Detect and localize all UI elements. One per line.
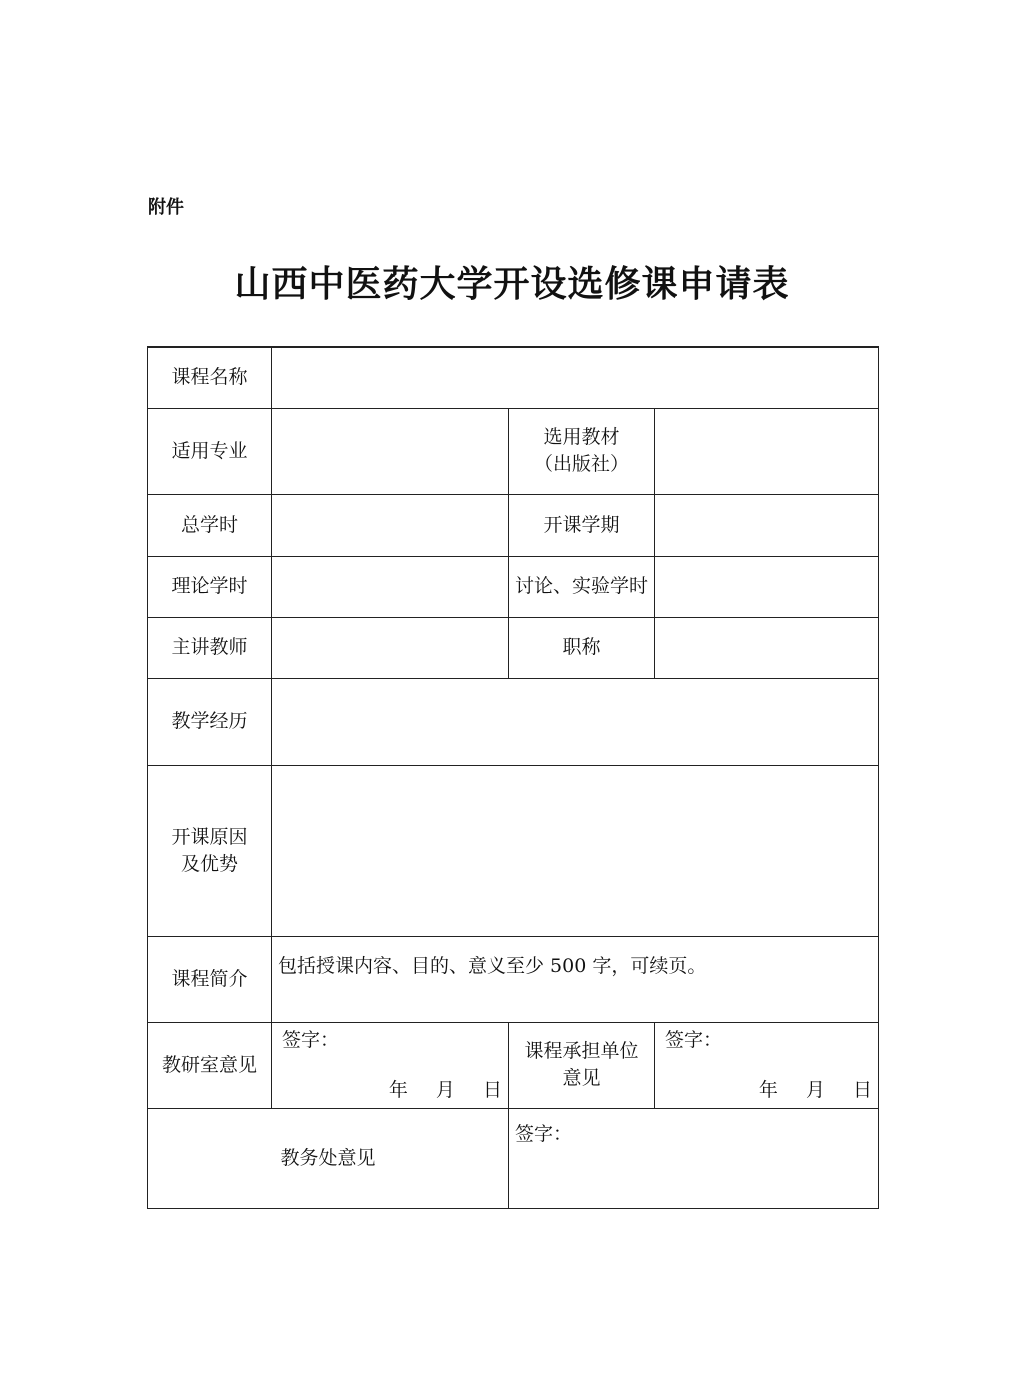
row-hours-semester (148, 494, 879, 556)
page-title: 山西中医药大学开设选修课申请表 (234, 263, 790, 305)
title-rank-label: 职称 (509, 617, 655, 678)
signature-label: 签字： (665, 1028, 723, 1051)
date-day: 日 (853, 1078, 873, 1101)
teaching-experience-field[interactable] (272, 678, 879, 765)
textbook-label-line1: 选用教材 (543, 426, 620, 448)
lecturer-field[interactable] (272, 617, 509, 678)
teaching-office-opinion-label: 教研室意见 (148, 1022, 272, 1108)
date-month: 月 (435, 1078, 455, 1101)
signature-label: 签字： (282, 1028, 340, 1051)
textbook-label-line2: （出版社） (533, 453, 629, 475)
discussion-lab-hours-field[interactable] (655, 556, 879, 617)
theory-hours-field[interactable] (272, 556, 509, 617)
applicable-major-field[interactable] (272, 408, 509, 494)
teaching-office-signature-cell[interactable] (272, 1022, 509, 1108)
date-month: 月 (805, 1078, 825, 1101)
title-rank-field[interactable] (655, 617, 879, 678)
row-major-textbook (148, 408, 879, 494)
textbook-field[interactable] (655, 408, 879, 494)
total-hours-field[interactable] (272, 494, 509, 556)
row-theory-lab-hours (148, 556, 879, 617)
reason-label-line1: 开课原因 (171, 825, 248, 848)
undertaking-unit-signature-cell[interactable] (655, 1022, 879, 1108)
row-course-intro (148, 936, 879, 1022)
date-day: 日 (482, 1078, 502, 1101)
semester-label: 开课学期 (509, 494, 655, 556)
row-academic-affairs (148, 1108, 879, 1208)
signature-label: 签字： (515, 1122, 573, 1145)
intro-field[interactable] (272, 936, 879, 1022)
course-name-field[interactable] (272, 347, 879, 408)
row-lecturer (148, 617, 879, 678)
undertaking-unit-label-line1: 课程承担单位 (524, 1040, 639, 1062)
attachment-label: 附件 (148, 197, 184, 218)
row-opinions (148, 1022, 879, 1108)
total-hours-label: 总学时 (148, 494, 272, 556)
textbook-label (509, 408, 655, 494)
row-course-name (148, 347, 879, 408)
academic-affairs-opinion-label: 教务处意见 (148, 1108, 509, 1208)
date-line (759, 1077, 872, 1104)
teaching-experience-label: 教学经历 (148, 678, 272, 765)
row-reason (148, 765, 879, 936)
row-teaching-experience (148, 678, 879, 765)
application-form-table (147, 346, 879, 1209)
course-name-label: 课程名称 (148, 347, 272, 408)
date-year: 年 (388, 1078, 408, 1101)
semester-field[interactable] (655, 494, 879, 556)
undertaking-unit-label (509, 1022, 655, 1108)
academic-affairs-signature-cell[interactable] (509, 1108, 879, 1208)
intro-label: 课程简介 (148, 936, 272, 1022)
undertaking-unit-label-line2: 意见 (562, 1067, 601, 1089)
lecturer-label: 主讲教师 (148, 617, 272, 678)
theory-hours-label: 理论学时 (148, 556, 272, 617)
applicable-major-label: 适用专业 (148, 408, 272, 494)
discussion-lab-hours-label: 讨论、实验学时 (509, 556, 655, 617)
date-year: 年 (758, 1078, 778, 1101)
reason-label (148, 765, 272, 936)
reason-field[interactable] (272, 765, 879, 936)
intro-hint: 包括授课内容、目的、意义至少 500 字，可续页。 (278, 954, 707, 977)
date-line (389, 1077, 502, 1104)
reason-label-line2: 及优势 (180, 852, 238, 875)
